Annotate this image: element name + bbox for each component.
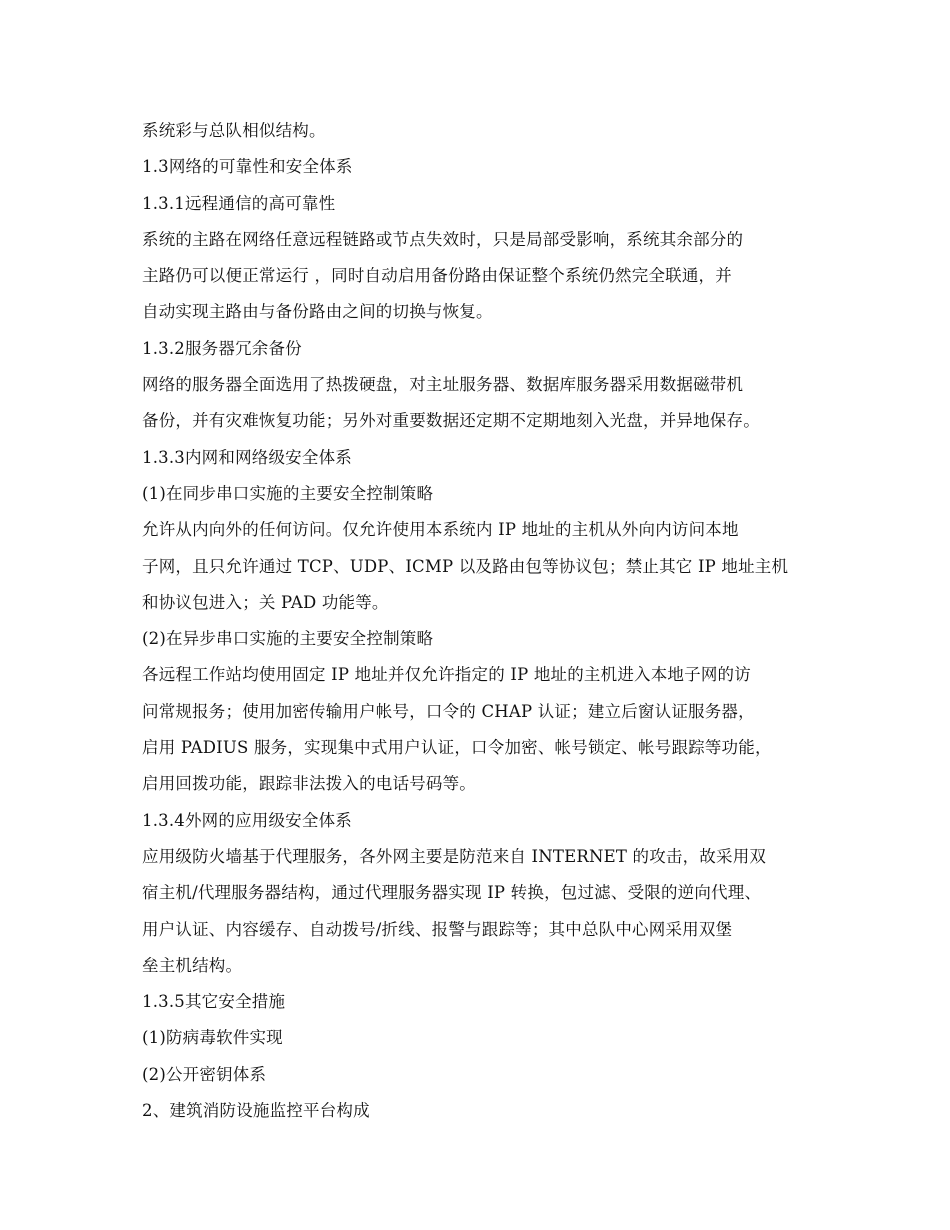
list-item: (1)防病毒软件实现 [142, 1028, 283, 1048]
body-text: 系统彩与总队相似结构。 [142, 121, 326, 140]
body-text: 子网，且只允许通过 TCP、UDP、ICMP 以及路由包等协议包；禁止其它 IP 地址主机 [142, 556, 789, 576]
body-text: 自动实现主路由与备份路由之间的切换与恢复。 [142, 302, 493, 322]
subsection-heading: 1.3.5其它安全措施 [142, 992, 286, 1012]
body-text: 问常规报务；使用加密传输用户帐号，口令的 CHAP 认证；建立后窗认证服务器， [142, 701, 755, 721]
body-text: 启用回拨功能，跟踪非法拨入的电话号码等。 [142, 774, 476, 794]
body-text: 和协议包进入；关 PAD 功能等。 [142, 592, 389, 612]
list-heading: (1)在同步串口实施的主要安全控制策略 [142, 483, 434, 503]
subsection-heading: 1.3.3内网和网络级安全体系 [142, 447, 352, 467]
section-heading: 2、建筑消防设施监控平台构成 [142, 1101, 370, 1121]
body-text: 各远程工作站均使用固定 IP 地址并仅允许指定的 IP 地址的主机进入本地子网的访 [142, 665, 751, 685]
subsection-heading: 1.3.4外网的应用级安全体系 [142, 810, 352, 830]
document-page [142, 113, 842, 1129]
body-text: 允许从内向外的任何访问。仅允许使用本系统内 IP 地址的主机从外向内访问本地 [142, 520, 739, 540]
body-text: 主路仍可以便正常运行 ，同时自动启用备份路由保证整个系统仍然完全联通，并 [142, 266, 732, 286]
body-text: 启用 PADIUS 服务，实现集中式用户认证，口令加密、帐号锁定、帐号跟踪等功能， [142, 738, 772, 758]
body-text: 宿主机/代理服务器结构，通过代理服务器实现 IP 转换，包过滤、受限的逆向代理、 [142, 883, 762, 903]
body-text: 备份，并有灾难恢复功能；另外对重要数据还定期不定期地刻入光盘，并异地保存。 [142, 411, 760, 431]
list-item: (2)公开密钥体系 [142, 1064, 267, 1084]
body-text: 用户认证、内容缓存、自动拨号/折线、报警与跟踪等；其中总队中心网采用双堡 [142, 919, 733, 939]
body-text: 应用级防火墙基于代理服务，各外网主要是防范来自 INTERNET 的攻击，故采用双 [142, 846, 767, 866]
subsection-heading: 1.3.2服务器冗余备份 [142, 338, 302, 358]
section-heading: 1.3网络的可靠性和安全体系 [142, 157, 353, 177]
list-heading: (2)在异步串口实施的主要安全控制策略 [142, 629, 434, 649]
body-text: 网络的服务器全面选用了热拨硬盘，对主址服务器、数据库服务器采用数据磁带机 [142, 375, 744, 395]
body-text: 系统的主路在网络任意远程链路或节点失效时，只是局部受影响，系统其余部分的 [142, 229, 744, 249]
body-text: 垒主机结构。 [142, 955, 243, 975]
subsection-heading: 1.3.1远程通信的高可靠性 [142, 193, 336, 213]
